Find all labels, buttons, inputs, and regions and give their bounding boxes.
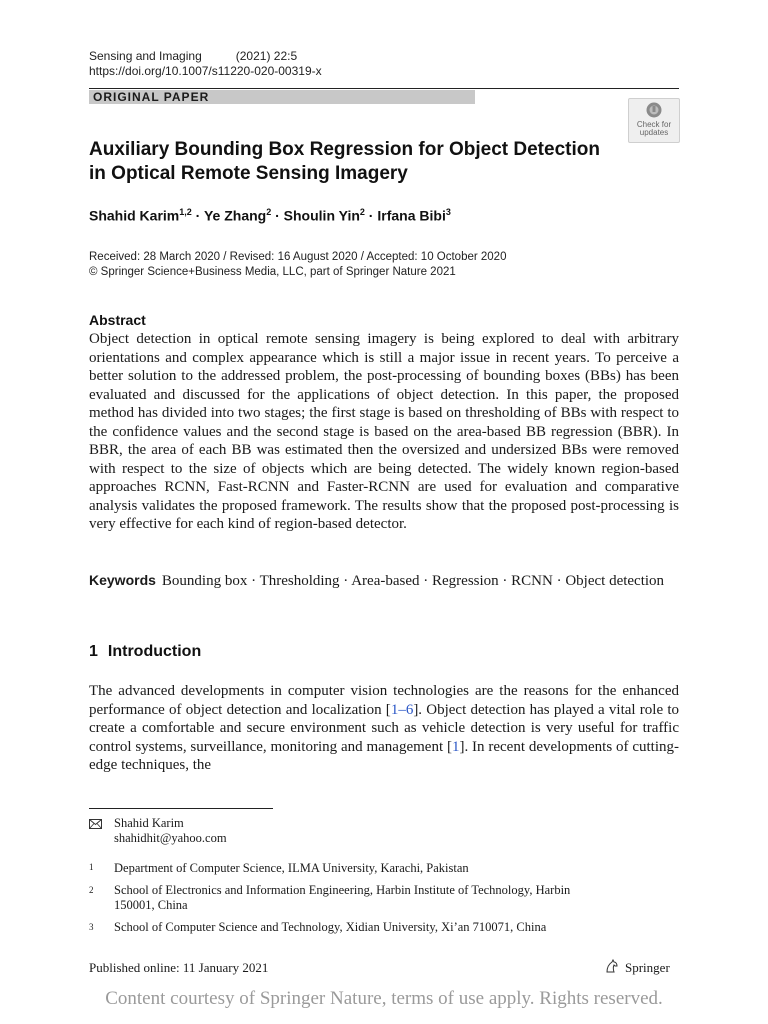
journal-volume: (2021) 22:5 <box>235 49 298 63</box>
author-2[interactable]: Ye Zhang <box>203 207 267 224</box>
copyright-line: © Springer Science+Business Media, LLC, part of Springer Nature 2021 <box>89 266 456 278</box>
corresponding-author-name: Shahid Karim <box>114 816 184 830</box>
section-title: Introduction <box>107 643 202 660</box>
publisher-name: Springer <box>625 960 670 975</box>
keywords-text: Bounding box · Thresholding · Area-based · Regression · RCNN · Object detection <box>161 573 665 589</box>
affiliation-3: School of Computer Science and Technology, Xidian University, Xi’an 710071, China <box>114 920 547 934</box>
keywords-label: Keywords <box>89 572 156 588</box>
author-list: Shahid Karim$^{1,2}$ · Ye Zhang$^2$ · Shoulin Yin$^2$ · Irfana Bibi$^3$ <box>89 207 451 224</box>
citation-link[interactable]: 1–6 <box>390 701 414 718</box>
introduction-text: The advanced developments in computer vision technologies are the reasons for the enhanced performance of object detection and localization [1–6]. Object detection has played a vital role to create a comfortable and secure environment such as vehicle detection is very useful for traffic control systems, surveillance, monitoring and management [1]. In recent developments of cutting-edge techniques, the <box>89 683 679 773</box>
section-number: 1 <box>89 643 98 660</box>
paper-title: Auxiliary Bounding Box Regression for Object Detection in Optical Remote Sensing Imagery <box>89 139 600 184</box>
affiliation-number: 3 <box>89 922 94 932</box>
check-for-updates-badge[interactable] <box>628 98 680 143</box>
badge-text: Check for updates <box>636 120 672 137</box>
affiliation-1: Department of Computer Science, ILMA University, Karachi, Pakistan <box>114 861 469 875</box>
corresponding-author-email[interactable]: shahidhit@yahoo.com <box>114 831 227 845</box>
article-dates: Received: 28 March 2020 / Revised: 16 August 2020 / Accepted: 10 October 2020 <box>89 251 507 263</box>
header-rule <box>89 88 679 89</box>
published-online-date: Published online: 11 January 2021 <box>89 960 269 975</box>
abstract-heading: Abstract <box>89 312 146 328</box>
author-3[interactable]: Shoulin Yin <box>283 207 360 224</box>
journal-name: Sensing and Imaging <box>89 49 202 63</box>
affiliation-number: 2 <box>89 885 94 895</box>
abstract-text: Object detection in optical remote sensing imagery is being explored to deal with arbitrary orientations and complex appearance which is still a major issue in recent years. To perceive a better solution to the addressed problem, the post-processing of bounding boxes (BBs) has been evaluated and discussed for the applications of object detection. In this paper, the proposed method has divided into two stages; the first stage is based on thresholding of BBs with respect to the confidence values and the second stage is based on the area-based BB regression (BBR). In BBR, the area of each BB was estimated then the oversized and undersized BBs were removed with respect to the size of objects which are being detected. The widely known region-based approaches RCNN, Fast-RCNN and Faster-RCNN are used for evaluation and comparative analysis validates the proposed framework. The results show that the proposed post-processing is very effective for each kind of region-based detector. <box>89 331 679 532</box>
keywords <box>89 571 679 591</box>
springer-logo-icon <box>604 958 620 974</box>
doi-link[interactable]: https://doi.org/10.1007/s11220-020-00319-x <box>89 64 322 78</box>
footnote-rule <box>89 808 273 809</box>
section-heading-introduction <box>89 643 201 661</box>
affiliation-number: 1 <box>89 862 94 872</box>
envelope-icon <box>89 819 102 829</box>
article-type-label: ORIGINAL PAPER <box>93 90 210 104</box>
check-updates-icon <box>646 102 662 118</box>
affiliation-2: School of Electronics and Information Engineering, Harbin Institute of Technology, Harbin 150001, China <box>114 883 571 912</box>
citation-link[interactable]: 1 <box>451 738 460 755</box>
journal-info <box>89 49 297 63</box>
author-4[interactable]: Irfana Bibi <box>377 207 446 224</box>
author-1[interactable]: Shahid Karim <box>89 207 180 224</box>
courtesy-notice: Content courtesy of Springer Nature, terms of use apply. Rights reserved. <box>105 988 663 1009</box>
